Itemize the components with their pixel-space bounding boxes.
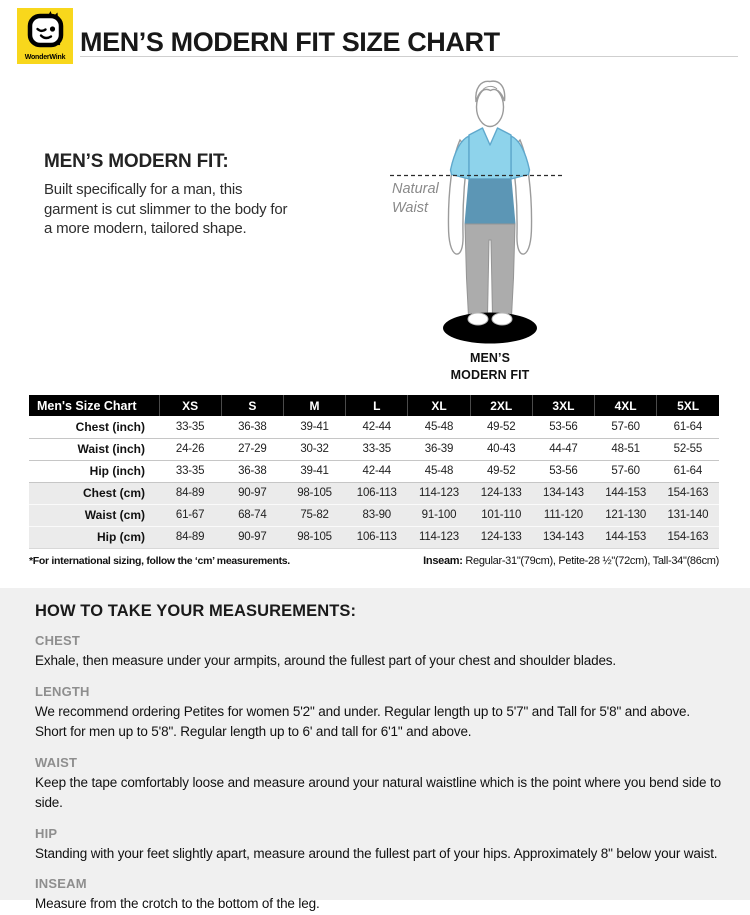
measurement-section — [35, 633, 724, 672]
size-chart-row — [29, 504, 719, 526]
size-value-cell: 57-60 — [611, 465, 640, 477]
size-column-header: 2XL — [470, 395, 532, 416]
size-column-header: L — [346, 395, 408, 416]
size-value-cell: 53-56 — [549, 465, 578, 477]
size-value-cell: 134-143 — [543, 487, 584, 499]
size-chart-table — [29, 395, 719, 549]
size-value-cell: 106-113 — [356, 531, 397, 543]
size-chart-table-wrap — [29, 395, 719, 549]
inseam-label: Inseam: — [423, 555, 463, 567]
size-value-cell: 91-100 — [421, 509, 457, 521]
footnote-row — [29, 555, 719, 567]
size-value-cell: 33-35 — [175, 465, 205, 477]
measurement-text: Standing with your feet slightly apart, measure around the fullest part of your hips. Approximately 8" below your waist. — [35, 845, 718, 861]
row-label: Waist (inch) — [77, 442, 145, 456]
size-value-cell: 154-163 — [667, 487, 709, 499]
size-value-cell: 40-43 — [486, 443, 516, 455]
fit-description-body: Built specifically for a man, this garment is cut slimmer to the body for a more modern, tailored shape. — [44, 181, 288, 237]
size-value-cell: 101-110 — [481, 509, 522, 521]
size-value-cell: 90-97 — [238, 487, 267, 499]
size-value-cell: 49-52 — [486, 465, 516, 477]
size-chart-row — [29, 526, 719, 548]
size-value-cell: 124-133 — [480, 487, 522, 499]
size-value-cell: 53-56 — [549, 420, 578, 433]
size-chart-title: Men's Size Chart — [29, 395, 159, 416]
size-value-cell: 114-123 — [419, 531, 459, 543]
measurement-section — [35, 684, 724, 743]
size-value-cell: 106-113 — [356, 487, 397, 499]
size-value-cell: 57-60 — [611, 420, 640, 433]
measurement-section — [35, 755, 724, 814]
measurement-text: Exhale, then measure under your armpits, around the fullest part of your chest and shoulder blades. — [35, 653, 616, 668]
size-value-cell: 42-44 — [362, 465, 391, 477]
size-value-cell: 39-41 — [300, 420, 329, 433]
brand-name: WonderWink — [24, 54, 66, 61]
measurements-heading: HOW TO TAKE YOUR MEASUREMENTS: — [35, 602, 357, 620]
size-value-cell: 90-97 — [238, 531, 267, 543]
size-column-header: 5XL — [657, 395, 719, 416]
size-value-cell: 144-153 — [605, 531, 647, 543]
measurement-label: LENGTH — [35, 683, 90, 699]
inseam-values: Regular-31"(79cm), Petite-28 ½"(72cm), Tall-34"(86cm) — [462, 555, 719, 567]
row-label: Chest (cm) — [82, 486, 145, 500]
wonderwink-logo — [17, 8, 73, 64]
measurement-section — [35, 876, 724, 915]
measurement-sections — [35, 633, 724, 915]
header-divider — [80, 56, 738, 57]
size-value-cell: 111-120 — [543, 509, 583, 521]
size-value-cell: 36-38 — [238, 420, 267, 433]
size-value-cell: 48-51 — [611, 443, 640, 455]
fit-description-heading: MEN’S MODERN FIT: — [44, 151, 229, 172]
size-value-cell: 131-140 — [667, 509, 709, 521]
size-chart-row — [29, 460, 719, 482]
size-value-cell: 144-153 — [605, 487, 647, 499]
size-value-cell: 24-26 — [175, 443, 205, 455]
size-chart-row — [29, 416, 719, 438]
size-column-header: XS — [159, 395, 221, 416]
page-title: MEN’S MODERN FIT SIZE CHART — [80, 27, 500, 57]
international-sizing-note: *For international sizing, follow the ‘cm’ measurements. — [29, 555, 290, 567]
size-column-header: XL — [408, 395, 470, 416]
wonderwink-face-icon — [17, 8, 73, 52]
measurement-label: CHEST — [35, 633, 81, 648]
measurement-label: WAIST — [35, 754, 78, 770]
size-column-header: M — [283, 395, 345, 416]
size-column-header: 4XL — [595, 395, 657, 416]
measurement-text: Measure from the crotch to the bottom of the leg. — [35, 896, 320, 911]
row-label: Hip (cm) — [97, 530, 145, 544]
row-label: Waist (cm) — [84, 508, 145, 522]
measurement-label: INSEAM — [35, 876, 87, 891]
size-value-cell: 39-41 — [300, 465, 329, 477]
size-value-cell: 84-89 — [175, 487, 205, 499]
size-value-cell: 98-105 — [297, 487, 332, 499]
size-value-cell: 68-74 — [238, 509, 267, 521]
size-value-cell: 75-82 — [300, 509, 329, 521]
inseam-note — [423, 555, 719, 567]
measurement-label: HIP — [35, 825, 58, 841]
measurements-section — [0, 588, 750, 911]
size-value-cell: 114-123 — [419, 487, 459, 499]
figure-caption: MEN’S MODERN FIT — [450, 351, 530, 382]
size-value-cell: 33-35 — [175, 420, 205, 433]
natural-waist-label: Natural Waist — [392, 181, 439, 216]
size-column-header: S — [221, 395, 283, 416]
size-value-cell: 27-29 — [238, 443, 267, 455]
size-chart-header-row — [29, 395, 719, 416]
size-column-header: 3XL — [532, 395, 594, 416]
size-value-cell: 124-133 — [480, 531, 522, 543]
size-chart-row — [29, 482, 719, 504]
size-value-cell: 36-38 — [238, 465, 267, 477]
measurement-section — [35, 826, 724, 865]
size-chart-row — [29, 438, 719, 460]
size-value-cell: 33-35 — [362, 443, 391, 455]
size-value-cell: 49-52 — [486, 420, 516, 433]
size-chart-body — [29, 416, 719, 548]
size-value-cell: 44-47 — [549, 443, 578, 455]
size-value-cell: 36-39 — [424, 443, 454, 455]
size-value-cell: 45-48 — [424, 420, 454, 433]
fit-description — [44, 151, 289, 239]
size-value-cell: 154-163 — [667, 531, 709, 543]
measurement-text: Keep the tape comfortably loose and measure around your natural waistline which is the point where you bend side to side. — [35, 774, 721, 810]
size-value-cell: 84-89 — [175, 531, 205, 543]
size-value-cell: 121-130 — [605, 509, 647, 521]
measurement-text: We recommend ordering Petites for women 5'2" and under. Regular length up to 5'7" and Tall for 5'8" and above. Short for men up to 5'8". Regular length up to 6' and tall for 6'1" and above. — [35, 703, 691, 739]
size-value-cell: 45-48 — [424, 465, 454, 477]
size-value-cell: 61-64 — [673, 420, 703, 433]
size-value-cell: 61-67 — [175, 509, 205, 521]
size-value-cell: 98-105 — [297, 531, 332, 543]
size-value-cell: 30-32 — [300, 443, 329, 455]
row-label: Chest (inch) — [75, 419, 145, 434]
size-value-cell: 61-64 — [673, 465, 703, 477]
size-value-cell: 42-44 — [362, 420, 391, 433]
hero-section — [0, 70, 750, 395]
size-value-cell: 134-143 — [543, 531, 584, 543]
size-value-cell: 52-55 — [673, 443, 703, 455]
size-value-cell: 83-90 — [362, 509, 391, 521]
row-label: Hip (inch) — [89, 464, 145, 478]
